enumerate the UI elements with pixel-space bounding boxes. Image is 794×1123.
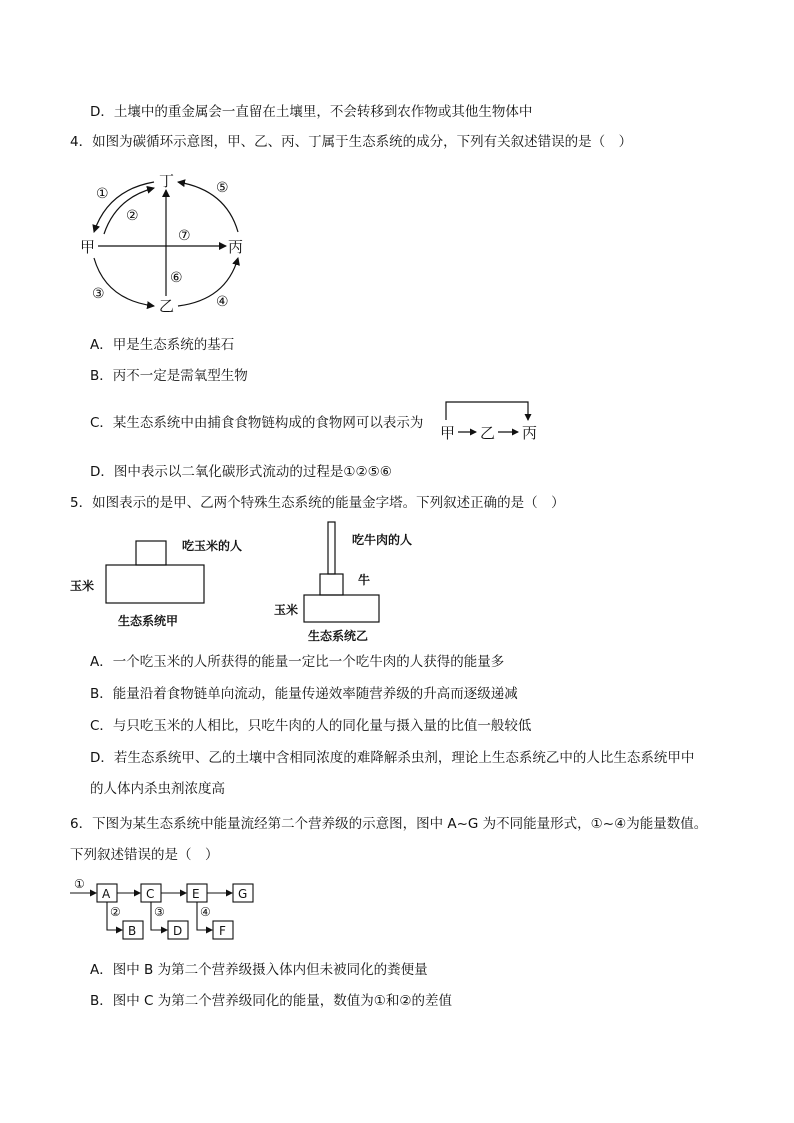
label-7: ⑦ [178,228,191,244]
chain-yi: 乙 [480,424,496,442]
svg-text:B: B [128,924,137,938]
q5-option-b: B．能量沿着食物链单向流动，能量传递效率随营养级的升高而逐级递减 [90,686,518,702]
node-yi: 乙 [159,297,175,315]
chain-bing: 丙 [522,424,538,442]
q5-option-a: A．一个吃玉米的人所获得的能量一定比一个吃牛肉的人获得的能量多 [90,654,505,670]
svg-text:C: C [146,887,155,901]
q4-stem: 4．如图为碳循环示意图，甲、乙、丙、丁属于生态系统的成分，下列有关叙述错误的是（ ） [70,134,633,150]
num-4: ④ [200,905,211,919]
arrow-5 [178,182,238,232]
q5-option-d-line1: D．若生态系统甲、乙的土壤中含相同浓度的难降解杀虫剂，理论上生态系统乙中的人比生态系统甲中 [90,750,695,766]
svg-text:A: A [102,887,111,901]
pyramid-b-base-label: 玉米 [274,603,299,617]
label-2: ② [126,208,139,224]
q6-stem-line2: 下列叙述错误的是（ ） [70,847,219,863]
pyramid-b-mid-label: 牛 [358,573,371,587]
label-3: ③ [92,286,105,302]
num-2: ② [110,905,121,919]
q4-option-b: B．丙不一定是需氧型生物 [90,368,248,384]
q6-option-b: B．图中 C 为第二个营养级同化的能量，数值为①和②的差值 [90,993,452,1009]
node-ding: 丁 [159,172,175,190]
pyramid-b-top-label: 吃牛肉的人 [352,533,413,547]
q5-option-d-line2: 的人体内杀虫剂浓度高 [90,781,225,797]
label-4: ④ [216,294,229,310]
carbon-cycle-diagram [80,168,270,318]
svg-text:E: E [192,887,200,901]
q6-stem-line1: 6．下图为某生态系统中能量流经第二个营养级的示意图，图中 A~G 为不同能量形式，①~④为能量数值。 [70,816,708,832]
label-1: ① [96,186,109,202]
energy-flow-diagram [70,876,270,946]
pyramid-a-base-label: 玉米 [70,579,95,593]
q3-option-d: D．土壤中的重金属会一直留在土壤里，不会转移到农作物或其他生物体中 [90,104,533,120]
label-6: ⑥ [170,270,183,286]
svg-text:G: G [238,887,248,901]
num-1: ① [74,877,85,891]
energy-pyramid-a [70,525,270,635]
chain-jia: 甲 [440,424,456,442]
energy-pyramid-b [272,518,442,643]
node-jia: 甲 [80,238,96,256]
arrow-4 [178,258,238,306]
svg-text:D: D [173,924,183,938]
pyramid-b-caption: 生态系统乙 [308,629,369,643]
food-chain-diagram [438,398,548,444]
pyramid-a-top-label: 吃玉米的人 [182,539,243,553]
num-3: ③ [154,905,165,919]
svg-text:F: F [219,924,226,938]
node-bing: 丙 [228,238,244,256]
q5-option-c: C．与只吃玉米的人相比，只吃牛肉的人的同化量与摄入量的比值一般较低 [90,718,532,734]
q4-option-c: C．某生态系统中由捕食食物链构成的食物网可以表示为 [90,415,424,431]
pyramid-a-caption: 生态系统甲 [118,614,179,628]
q4-option-d: D．图中表示以二氧化碳形式流动的过程是①②⑤⑥ [90,464,392,480]
label-5: ⑤ [216,180,229,196]
q4-option-a: A．甲是生态系统的基石 [90,337,235,353]
q5-stem: 5．如图表示的是甲、乙两个特殊生态系统的能量金字塔。下列叙述正确的是（ ） [70,495,565,511]
q6-option-a: A．图中 B 为第二个营养级摄入体内但未被同化的粪便量 [90,962,428,978]
